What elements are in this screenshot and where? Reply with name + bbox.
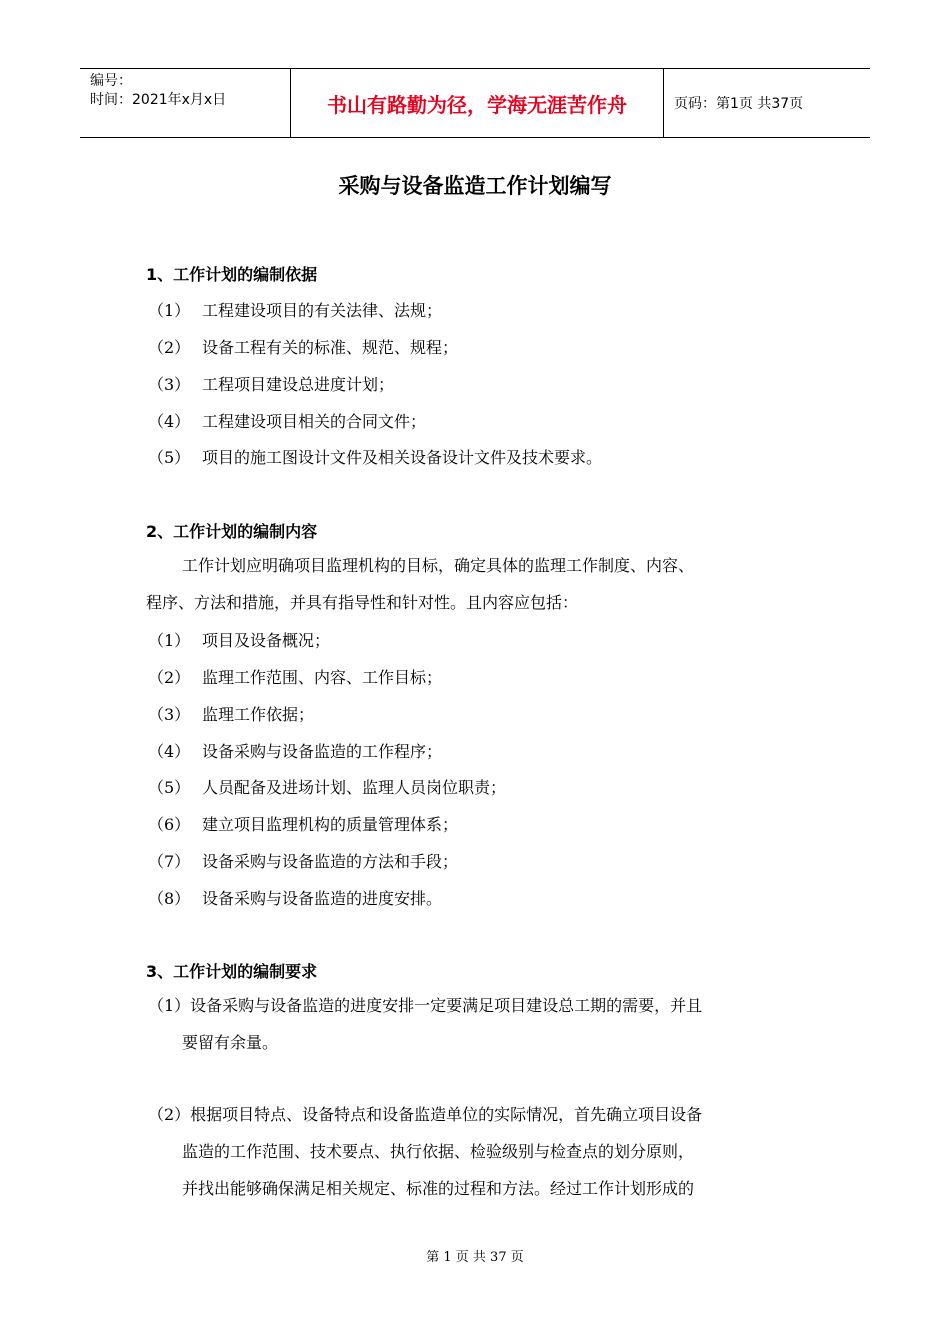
document-time-label: 时间：2021年x月x日 [90, 92, 227, 108]
list-item: （2） 设备工程有关的标准、规范、规程； [148, 338, 459, 357]
list-item: （3） 工程项目建设总进度计划； [148, 375, 395, 394]
header-slogan: 书山有路勤为径，学海无涯苦作舟 [290, 69, 664, 137]
document-title: 采购与设备监造工作计划编写 [338, 174, 612, 198]
list-item: （1） 工程建设项目的有关法律、法规； [148, 301, 443, 320]
section-2-heading: 2、工作计划的编制内容 [146, 522, 318, 541]
list-item: （5） 项目的施工图设计文件及相关设备设计文件及技术要求。 [148, 448, 603, 467]
list-item: （3） 监理工作依据； [148, 705, 315, 724]
requirement-1: （1）设备采购与设备监造的进度安排一定要满足项目建设总工期的需要，并且 要留有余量。 [148, 996, 703, 1052]
list-item: （7） 设备采购与设备监造的方法和手段； [148, 852, 459, 871]
section-3-heading: 3、工作计划的编制要求 [146, 962, 318, 981]
list-item: （6） 建立项目监理机构的质量管理体系； [148, 815, 459, 834]
list-item: （2） 监理工作范围、内容、工作目标； [148, 668, 443, 687]
requirement-2: （2）根据项目特点、设备特点和设备监造单位的实际情况，首先确立项目设备 监造的工作范围、技术要点、执行依据、检验级别与检查点的划分原则， 并找出能够确保满足相关规定、标准的过程和方法。经过工作计划形成的 [148, 1105, 703, 1198]
page-footer: 第 1 页 共 37 页 [426, 1250, 524, 1265]
header-page-number: 页码：第1页 共37页 [674, 96, 804, 112]
list-item: （5） 人员配备及进场计划、监理人员岗位职责； [148, 778, 507, 797]
section-1-heading: 1、工作计划的编制依据 [146, 265, 318, 284]
list-item: （4） 设备采购与设备监造的工作程序； [148, 742, 443, 761]
list-item: （4） 工程建设项目相关的合同文件； [148, 412, 427, 431]
section-2-intro: 工作计划应明确项目监理机构的目标，确定具体的监理工作制度、内容、 程序、方法和措施，并具有指导性和针对性。且内容应包括： [146, 556, 695, 612]
page-header [80, 68, 870, 138]
document-number-label: 编号： [90, 73, 132, 89]
list-item: （1） 项目及设备概况； [148, 631, 331, 650]
list-item: （8） 设备采购与设备监造的进度安排。 [148, 889, 443, 908]
header-meta [80, 69, 290, 137]
